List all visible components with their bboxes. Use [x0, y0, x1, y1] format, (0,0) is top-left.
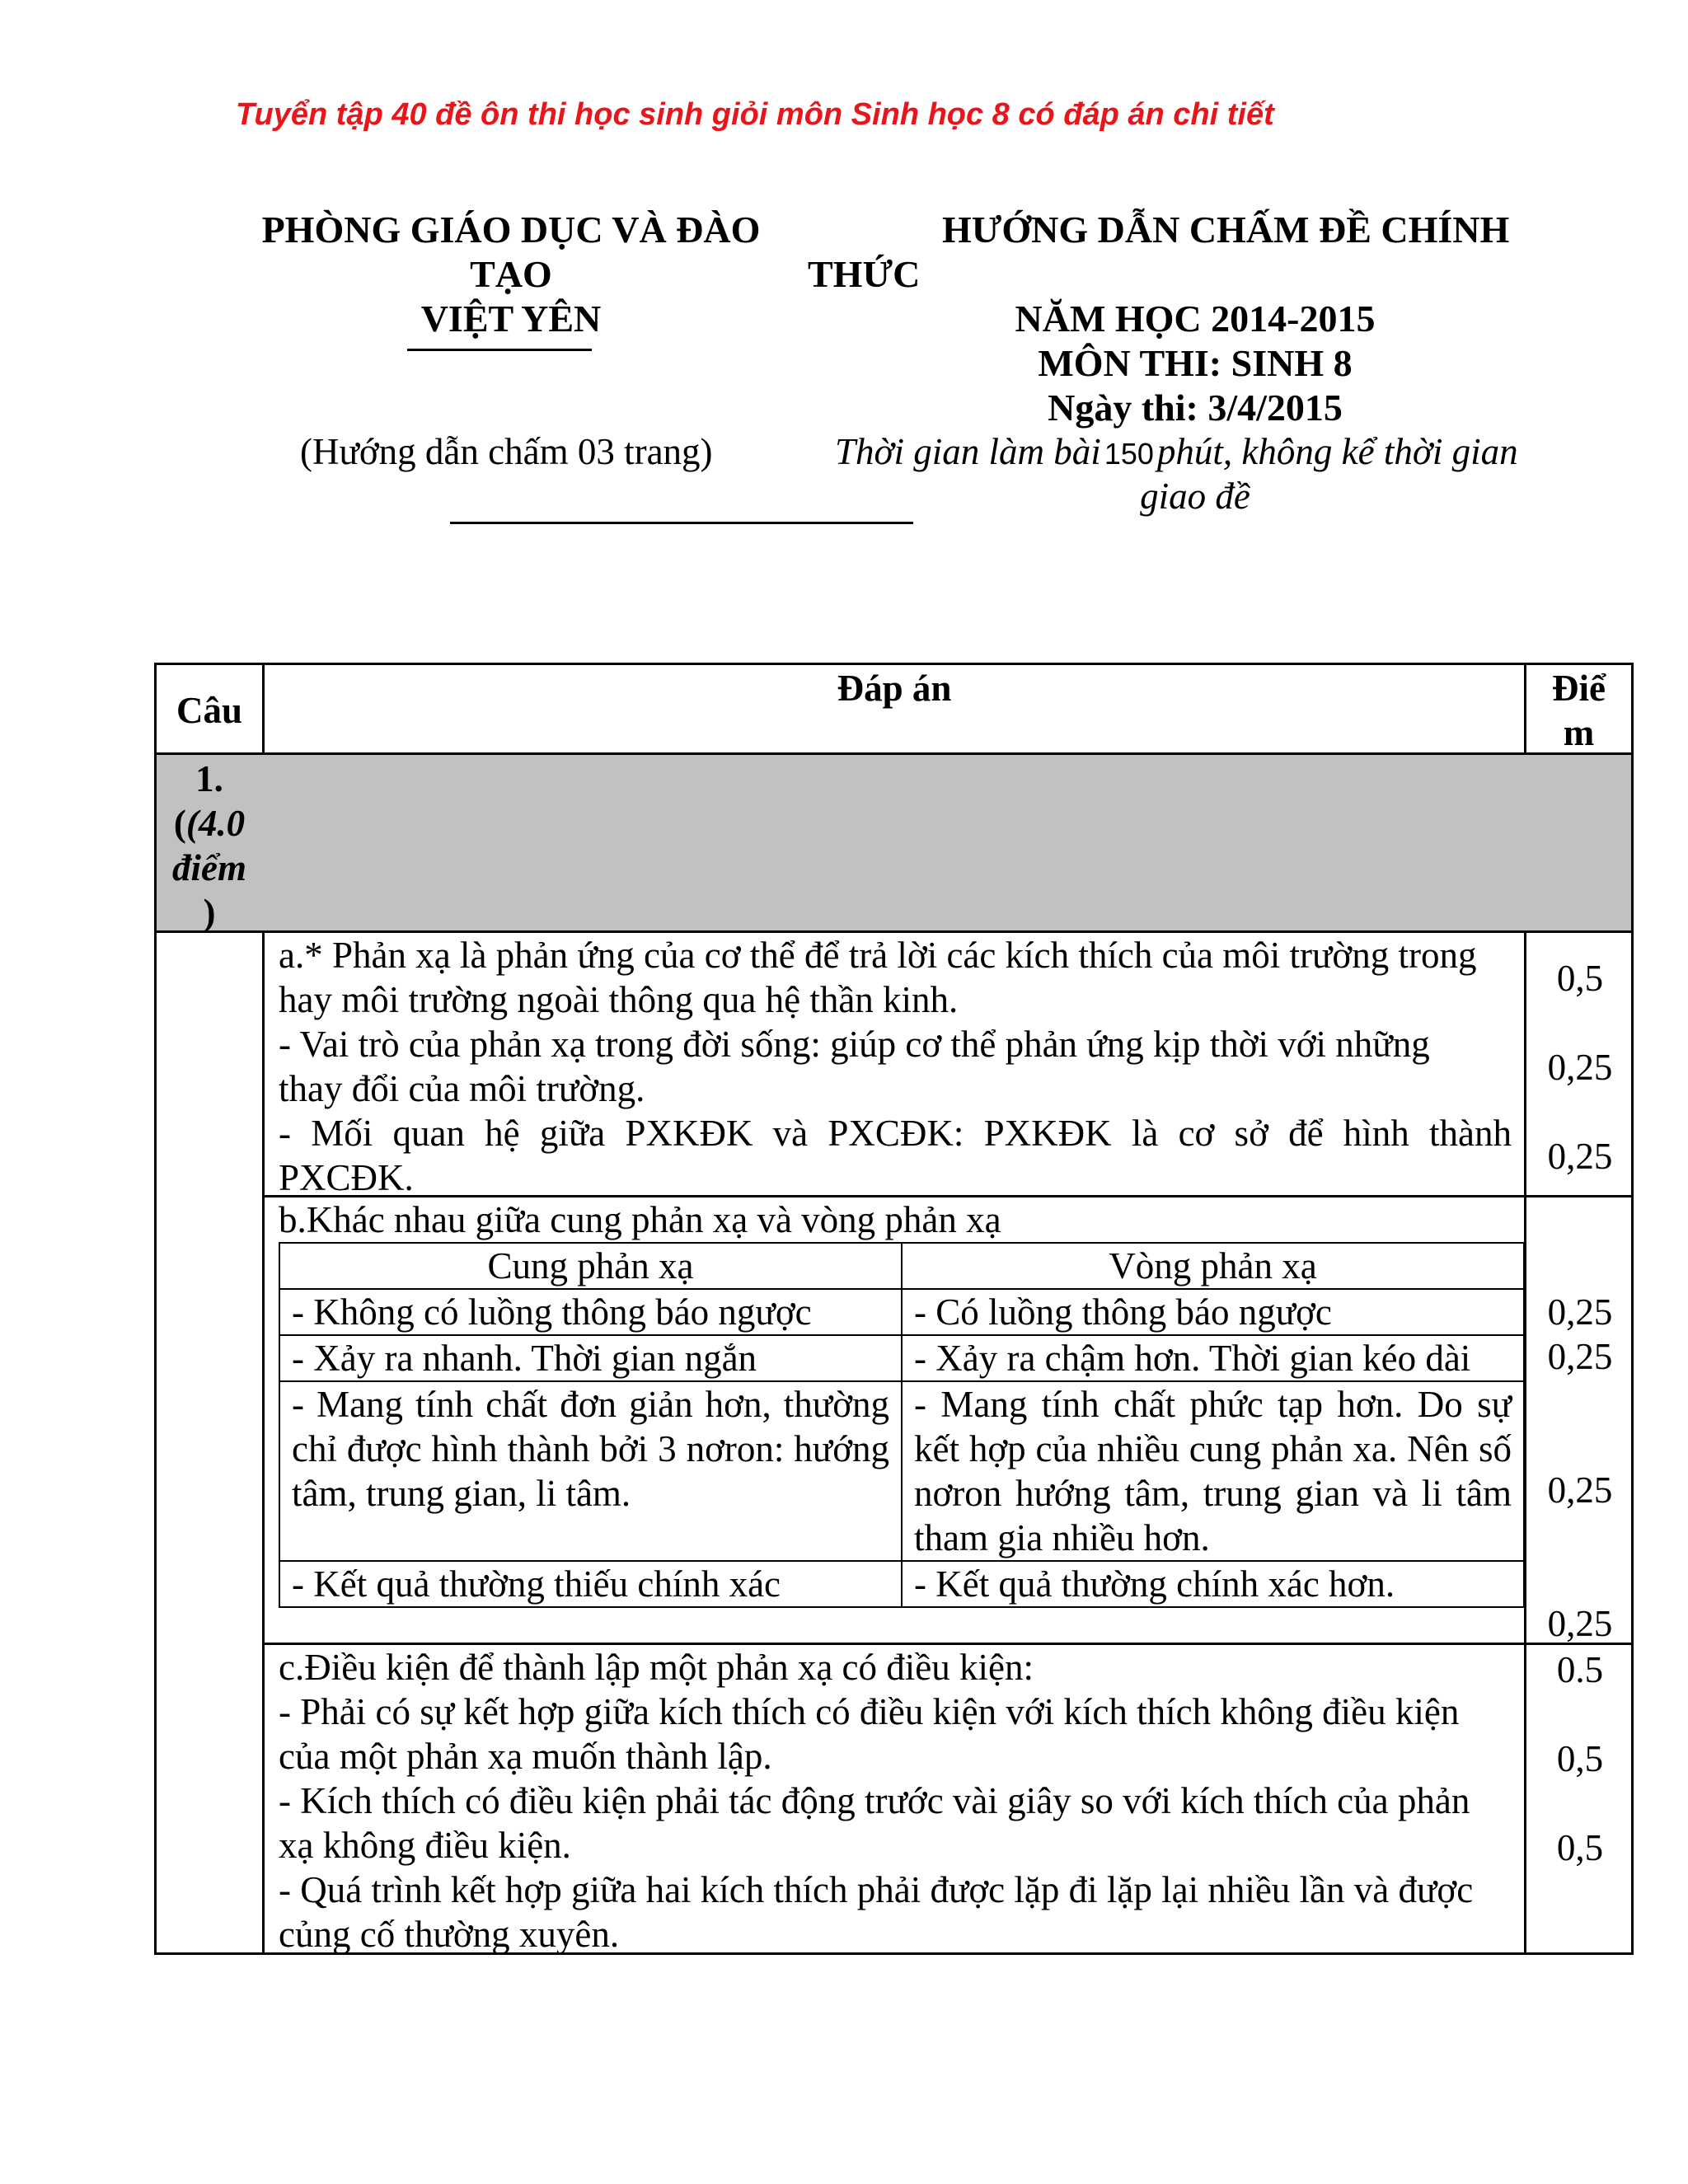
- part-a-score-1: 0,5: [1556, 958, 1604, 999]
- duration-label: Thời gian làm bài: [835, 431, 1101, 472]
- comparison-cell-right: - Có luồng thông báo ngược: [902, 1289, 1524, 1335]
- duration-unit: phút, không kể thời gian: [1156, 431, 1518, 472]
- part-c-line-6: - Quá trình kết hợp giữa hai kích thích phải được lặp đi lặp lại nhiều lần và được: [279, 1869, 1474, 1910]
- department-line-2: TẠO: [470, 253, 552, 295]
- question-points: ((4.0: [173, 803, 246, 844]
- question-row-shade: [156, 754, 1631, 931]
- comparison-row: [279, 1381, 1524, 1561]
- part-a-line-5: - Mối quan hệ giữa PXKĐK và PXCĐK: PXKĐK là cơ sở để hình thành: [279, 1113, 1512, 1154]
- duration-line-2: giao đề: [1140, 476, 1250, 517]
- part-c-line-4: - Kích thích có điều kiện phải tác động trước vài giây so với kích thích của phản: [279, 1780, 1470, 1821]
- comparison-cell-right: - Kết quả thường chính xác hơn.: [902, 1561, 1524, 1607]
- department-line-1: PHÒNG GIÁO DỤC VÀ ĐÀO: [261, 209, 761, 251]
- school-year: NĂM HỌC 2014-2015: [1015, 298, 1376, 340]
- exam-subject: MÔN THI: SINH 8: [1038, 342, 1353, 384]
- col-header-score-1: Điể: [1552, 668, 1606, 709]
- part-b-score-1: 0,25: [1547, 1291, 1613, 1333]
- part-c-line-2: - Phải có sự kết hợp giữa kích thích có điều kiện với kích thích không điều kiện: [279, 1691, 1460, 1732]
- comparison-cell-right: - Mang tính chất phức tạp hơn. Do sự kết hợp của nhiều cung phản xa. Nên số nơron hướng tâm, trung gian và li tâm tham gia nhiều hơn.: [902, 1381, 1524, 1561]
- col-header-score-2: m: [1563, 712, 1595, 753]
- comparison-cell-left: - Mang tính chất đơn giản hơn, thường chỉ được hình thành bởi 3 nơron: hướng tâm, trung gian, li tâm.: [279, 1381, 902, 1561]
- comparison-header-right: Vòng phản xạ: [902, 1243, 1524, 1289]
- pages-note: (Hướng dẫn chấm 03 trang): [300, 431, 713, 472]
- comparison-header-left: Cung phản xạ: [279, 1243, 902, 1289]
- comparison-cell-left: - Xảy ra nhanh. Thời gian ngắn: [279, 1335, 902, 1381]
- part-a-score-3: 0,25: [1547, 1136, 1613, 1177]
- question-points-unit: điểm: [172, 847, 246, 888]
- district-name: VIỆT YÊN: [420, 298, 602, 340]
- part-b-score-4: 0,25: [1547, 1603, 1613, 1644]
- header-bottom-border: [154, 752, 1634, 755]
- question-points-close: ): [203, 892, 216, 933]
- part-a-line-3: - Vai trò của phản xạ trong đời sống: giúp cơ thể phản ứng kịp thời với những: [279, 1024, 1430, 1065]
- header-divider: [450, 522, 913, 524]
- part-c-title: c.Điều kiện để thành lập một phản xạ có điều kiện:: [279, 1647, 1034, 1688]
- comparison-header-row: [279, 1243, 1524, 1289]
- col-divider-body-1: [262, 930, 265, 1955]
- duration-minutes: 150: [1104, 437, 1154, 471]
- district-underline: [407, 349, 592, 351]
- exam-duration: [835, 430, 1518, 473]
- doc-title-line-1: HƯỚNG DẪN CHẤM ĐỀ CHÍNH: [942, 209, 1510, 251]
- question-number: 1.: [195, 758, 223, 799]
- part-c-line-5: xạ không điều kiện.: [279, 1825, 571, 1866]
- part-a-line-1: a.* Phản xạ là phản ứng của cơ thể để trả lời các kích thích của môi trường trong: [279, 935, 1477, 976]
- reflex-comparison-table: [279, 1242, 1525, 1608]
- part-a-line-4: thay đổi của môi trường.: [279, 1068, 645, 1109]
- doc-title-line-2: THỨC: [808, 253, 921, 295]
- part-c-score-3: 0,5: [1556, 1827, 1604, 1868]
- comparison-row: [279, 1289, 1524, 1335]
- document-banner: Tuyển tập 40 đề ôn thi học sinh giỏi môn Sinh học 8 có đáp án chi tiết: [236, 97, 1274, 132]
- part-a-score-2: 0,25: [1547, 1047, 1613, 1088]
- comparison-row: [279, 1561, 1524, 1607]
- part-c-line-3: của một phản xạ muốn thành lập.: [279, 1736, 772, 1777]
- comparison-cell-right: - Xảy ra chậm hơn. Thời gian kéo dài: [902, 1335, 1524, 1381]
- part-b-score-2: 0,25: [1547, 1336, 1613, 1377]
- question-points-value: (4.0: [185, 803, 246, 844]
- col-header-question: Câu: [176, 690, 243, 731]
- comparison-row: [279, 1335, 1524, 1381]
- part-b-score-3: 0,25: [1547, 1469, 1613, 1511]
- part-a-line-6: PXCĐK.: [279, 1157, 414, 1198]
- comparison-cell-left: - Kết quả thường thiếu chính xác: [279, 1561, 902, 1607]
- comparison-cell-left: - Không có luồng thông báo ngược: [279, 1289, 902, 1335]
- part-c-score-2: 0,5: [1556, 1738, 1604, 1779]
- col-header-answer: Đáp án: [837, 668, 952, 709]
- part-b-title: b.Khác nhau giữa cung phản xạ và vòng phản xạ: [279, 1199, 1001, 1240]
- part-a-line-2: hay môi trường ngoài thông qua hệ thần kinh.: [279, 979, 959, 1020]
- part-c-line-7: củng cố thường xuyên.: [279, 1914, 620, 1955]
- part-c-score-1: 0.5: [1556, 1649, 1604, 1690]
- exam-date: Ngày thi: 3/4/2015: [1048, 387, 1343, 429]
- table-top-border: [154, 663, 1634, 665]
